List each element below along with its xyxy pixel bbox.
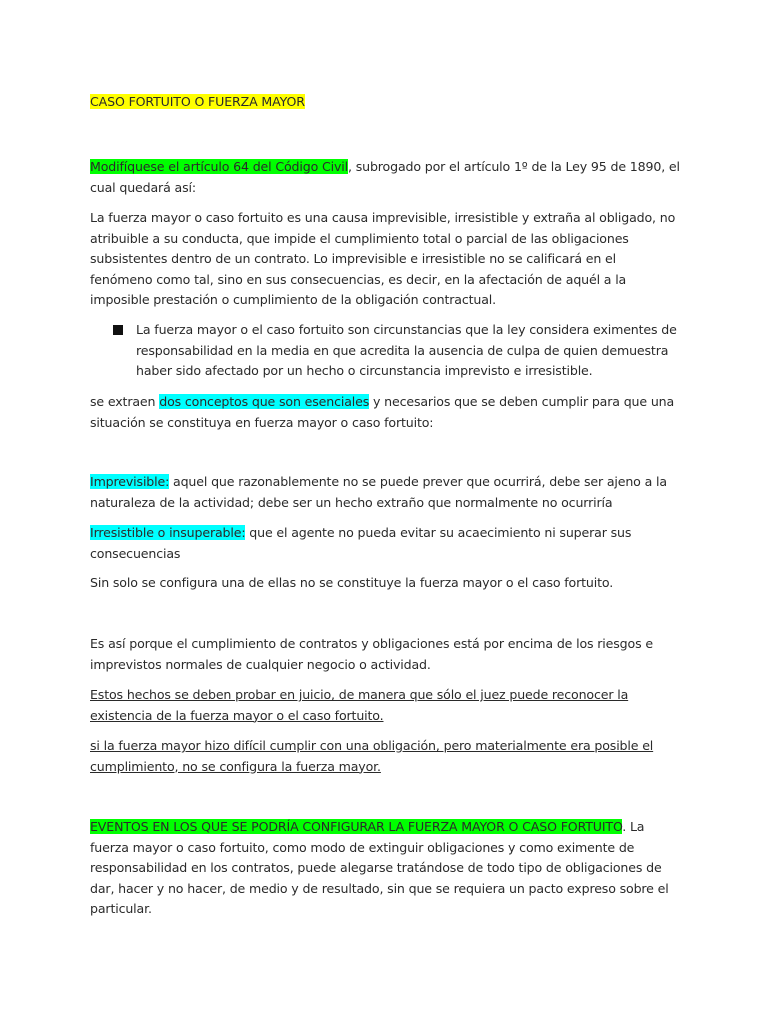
paragraph-events <box>90 817 680 920</box>
paragraph-text: aquel que razonablemente no se puede prever que ocurrirá, debe ser ajeno a la naturaleza de la actividad; debe ser un hecho extraño que normalmente no ocurriría <box>90 474 667 510</box>
paragraph-reason: Es así porque el cumplimiento de contratos y obligaciones está por encima de los riesgos e imprevistos normales de cualquier negocio o actividad. <box>90 636 653 672</box>
concepts-highlight: dos conceptos que son esenciales <box>159 394 370 409</box>
bullet-item <box>113 320 683 382</box>
paragraph-text: . La fuerza mayor o caso fortuito, como modo de extinguir obligaciones y como eximente de responsabilidad en los contratos, puede alegarse tratándose de todo tipo de obligaciones de dar, hacer y no hacer, de medio y de resultado, sin que se requiera un pacto expreso sobre el particular. <box>90 819 669 916</box>
paragraph-modification <box>90 157 680 198</box>
events-heading-highlight: EVENTOS EN LOS QUE SE PODRÍA CONFIGURAR LA FUERZA MAYOR O CASO FORTUITO <box>90 819 623 834</box>
paragraph-condition: Sin solo se configura una de ellas no se constituye la fuerza mayor o el caso fortuito. <box>90 575 614 590</box>
title-highlight: CASO FORTUITO O FUERZA MAYOR <box>90 94 305 109</box>
paragraph-difficulty: si la fuerza mayor hizo difícil cumplir con una obligación, pero materialmente era posible el cumplimiento, no se configura la fuerza mayor. <box>90 738 654 774</box>
paragraph-text: y necesarios que se deben cumplir para que una situación se constituya en fuerza mayor o caso fortuito: <box>90 394 675 430</box>
paragraph-irresistible <box>90 523 680 564</box>
paragraph-proof: Estos hechos se deben probar en juicio, de manera que sólo el juez puede reconocer la existencia de la fuerza mayor o el caso fortuito. <box>90 687 629 723</box>
article-reference-highlight: Modifíquese el artículo 64 del Código Civil <box>90 159 348 174</box>
imprevisible-highlight: Imprevisible: <box>90 474 170 489</box>
paragraph-text: se extraen <box>90 394 160 409</box>
paragraph-definition: La fuerza mayor o caso fortuito es una causa imprevisible, irresistible y extraña al obligado, no atribuible a su conducta, que impide el cumplimiento total o parcial de las obligaciones subsistentes dentro de un contrato. Lo imprevisible e irresistible no se calificará en el fenómeno como tal, sino en sus consecuencias, es decir, en la afectación de aquél a la imposible prestación o cumplimiento de la obligación contractual. <box>90 210 676 307</box>
document-title <box>90 92 680 113</box>
paragraph-imprevisible <box>90 472 680 513</box>
paragraph-text: que el agente no pueda evitar su acaecimiento ni superar sus consecuencias <box>90 525 632 561</box>
paragraph-text: , subrogado por el artículo 1º de la Ley 95 de 1890, el cual quedará así: <box>90 159 680 195</box>
paragraph-concepts <box>90 392 680 433</box>
irresistible-highlight: Irresistible o insuperable: <box>90 525 246 540</box>
bullet-text: La fuerza mayor o el caso fortuito son circunstancias que la ley considera eximentes de responsabilidad en la media en que acredita la ausencia de culpa de quien demuestra haber sido afectado por un hecho o circunstancia imprevisto e irresistible. <box>136 322 677 378</box>
square-bullet-icon <box>113 325 123 335</box>
